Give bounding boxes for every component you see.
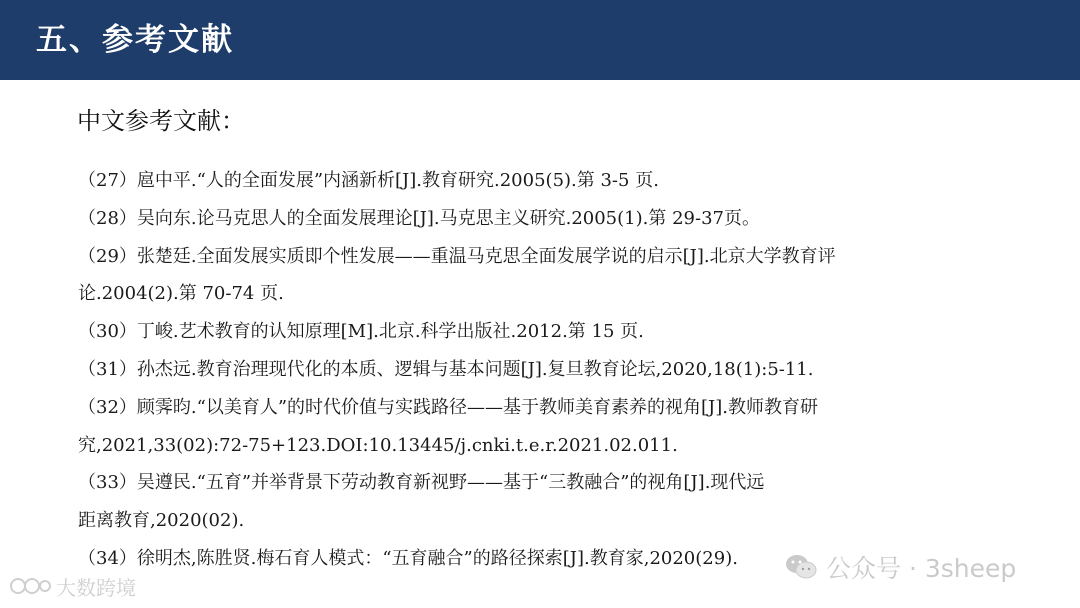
section-heading: 中文参考文献： bbox=[77, 107, 245, 135]
reference-line: 距离教育,2020(02). bbox=[78, 510, 245, 532]
reference-line: （34）徐明杰,陈胜贤.梅石育人模式：“五育融合”的路径探索[J].教育家,2020(29). bbox=[78, 547, 738, 569]
watermark-right bbox=[784, 549, 1016, 585]
watermark-right-text: 公众号 · 3sheep bbox=[826, 554, 1017, 583]
reference-line: 论.2004(2).第 70-74 页. bbox=[78, 283, 284, 305]
watermark-left bbox=[8, 572, 136, 600]
reference-line: （33）吴遵民.“五育”并举背景下劳动教育新视野——基于“三教融合”的视角[J].现代远 bbox=[78, 472, 765, 494]
reference-line: （30）丁峻.艺术教育的认知原理[M].北京.科学出版社.2012.第 15 页. bbox=[78, 321, 644, 343]
reference-line: 究,2021,33(02):72-75+123.DOI:10.13445/j.cnki.t.e.r.2021.02.011. bbox=[78, 434, 678, 456]
title-bar bbox=[0, 0, 1080, 80]
reference-line: （28）吴向东.论马克思人的全面发展理论[J].马克思主义研究.2005(1).第 29-37页。 bbox=[78, 207, 760, 229]
brand-logo-icon bbox=[8, 574, 52, 598]
reference-line: （29）张楚廷.全面发展实质即个性发展——重温马克思全面发展学说的启示[J].北京大学教育评 bbox=[78, 245, 836, 267]
wechat-icon bbox=[784, 552, 818, 582]
page-title: 五、参考文献 bbox=[36, 22, 234, 58]
reference-line: （27）扈中平.“人的全面发展”内涵新析[J].教育研究.2005(5).第 3-5 页. bbox=[78, 170, 659, 191]
reference-line: （32）顾霁昀.“以美育人”的时代价值与实践路径——基于教师美育素养的视角[J].教师教育研 bbox=[78, 396, 819, 418]
reference-list bbox=[78, 162, 978, 578]
reference-line: （31）孙杰远.教育治理现代化的本质、逻辑与基本问题[J].复旦教育论坛,2020,18(1):5-11. bbox=[78, 358, 814, 380]
watermark-left-text: 大数跨境 bbox=[56, 575, 136, 600]
